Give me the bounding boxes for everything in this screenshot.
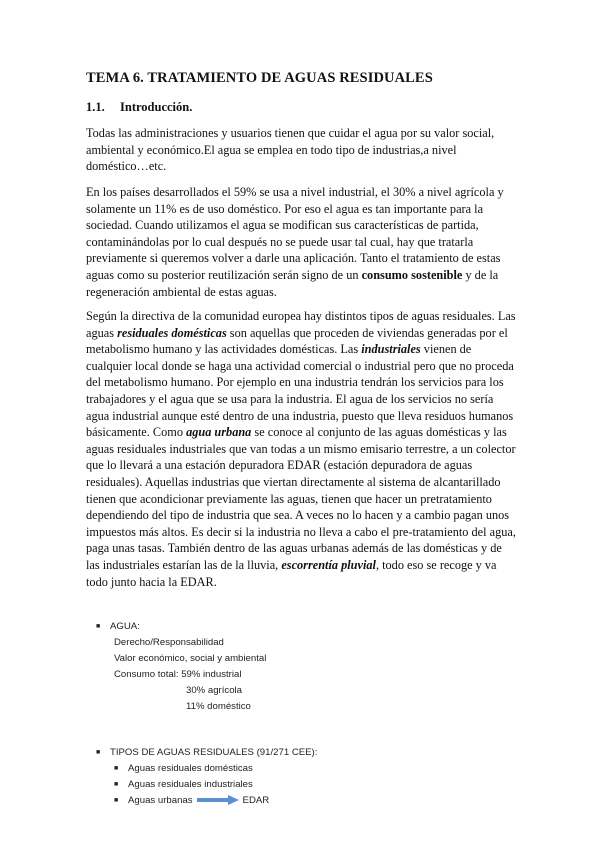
p3-term-agua-urbana: agua urbana: [186, 425, 252, 440]
tipos-heading: TIPOS DE AGUAS RESIDUALES (91/271 CEE):: [110, 747, 318, 758]
section-number: 1.1.: [86, 100, 105, 114]
tipos-item-label: Aguas urbanas: [128, 795, 193, 806]
paragraph-consumption: [86, 184, 518, 300]
agua-line-3: Consumo total: 59% industrial: [114, 669, 242, 680]
p3-term-escorrentia: escorrentía pluvial: [281, 557, 376, 572]
p3-text-e: vienen de cualquier local donde se haga una actividad comercial o industrial pero que no proceda del metabolismo humano. Por ejemplo en una industria tendrán los servicios para los trabajadores y el agua que se usa para la industria. El agua de los servicios no sería agua industrial aunque esté dentro de una industria, puesto que lleva residuos humanos básicamente. Como: [86, 342, 514, 440]
agua-line-1: Derecho/Responsabilidad: [114, 637, 224, 648]
agua-line-5: 11% doméstico: [186, 701, 251, 712]
tipos-item: [96, 761, 317, 777]
section-heading: [86, 100, 192, 115]
right-arrow-icon: [197, 795, 239, 805]
square-bullet-icon: ■: [114, 797, 119, 804]
p3-term-industriales: industriales: [361, 342, 421, 357]
page-title: TEMA 6. TRATAMIENTO DE AGUAS RESIDUALES: [86, 70, 433, 86]
tipos-heading-row: [96, 745, 317, 761]
agua-heading-row: [96, 619, 266, 635]
p2-text-a: En los países desarrollados el 59% se usa a nivel industrial, el 30% a nivel agrícola y solamente un 11% es de uso doméstico. Por eso el agua es tan importante para la sociedad. Cuando utilizamos el agua se modifican sus características de partida, contaminándolas por lo cual después no se puede usar tal cual, hay que tratarla previamente si queremos volver a darle una aplicación. Tanto el tratamiento de estas aguas como su posterior reutilización serán signo de un: [86, 185, 504, 282]
tipos-summary-list: [96, 745, 317, 809]
p3-text-i: , todo eso se recoge y va todo junto hacia la EDAR.: [86, 557, 497, 589]
square-bullet-icon: ■: [114, 765, 119, 772]
square-bullet-icon: ■: [114, 781, 119, 788]
paragraph-types: [86, 308, 518, 590]
square-bullet-icon: ■: [96, 749, 101, 756]
agua-line-4: 30% agrícola: [186, 685, 242, 696]
section-label: Introducción.: [120, 100, 193, 114]
paragraph-intro: Todas las administraciones y usuarios tienen que cuidar el agua por su valor social, ambiental y económico.El agua se emplea en todo tipo de industrias,a nivel doméstico…etc.: [86, 126, 495, 174]
p3-text-g: se conoce al conjunto de las aguas domésticas y las aguas residuales industriales que van todas a un mismo emisario terrestre, a un colector que lo llevará a una estación depuradora EDAR (estación depuradora de aguas residuales). Aquellas industrias que viertan directamente al sistema de alcantarillado tienen que acondicionar previamente las aguas, tienen que hacer un pretratamiento dependiendo del tipo de industria que sea. A veces no lo hacen y a cambio pagan unos impuestos más altos. Es decir si la industria no lleva a cabo el pre-tratamiento del agua, paga unas tasas. También dentro de las aguas urbanas además de las domésticas y de las industriales estarían las de la lluvia,: [86, 425, 516, 572]
p3-text-a: Según la directiva de la comunidad europea hay distintos tipos de aguas residuales. Las aguas: [86, 309, 516, 340]
tipos-item: [96, 777, 317, 793]
square-bullet-icon: ■: [96, 623, 101, 630]
p2-text-c: y de la regeneración ambiental de estas aguas.: [86, 267, 499, 299]
agua-heading: AGUA:: [110, 621, 140, 632]
p2-bold-consumo-sostenible: consumo sostenible: [361, 267, 463, 282]
tipos-item: [96, 793, 317, 809]
p3-text-c: son aquellas que proceden de viviendas generadas por el metabolismo humano y las actividades domésticas. Las: [86, 325, 508, 357]
edar-label: EDAR: [242, 795, 270, 806]
agua-line-2: Valor económico, social y ambiental: [114, 653, 267, 664]
tipos-item-label: Aguas residuales domésticas: [128, 763, 253, 774]
tipos-item-label: Aguas residuales industriales: [128, 779, 253, 790]
agua-summary-list: [96, 619, 266, 715]
p3-term-domesticas: residuales domésticas: [117, 325, 227, 340]
